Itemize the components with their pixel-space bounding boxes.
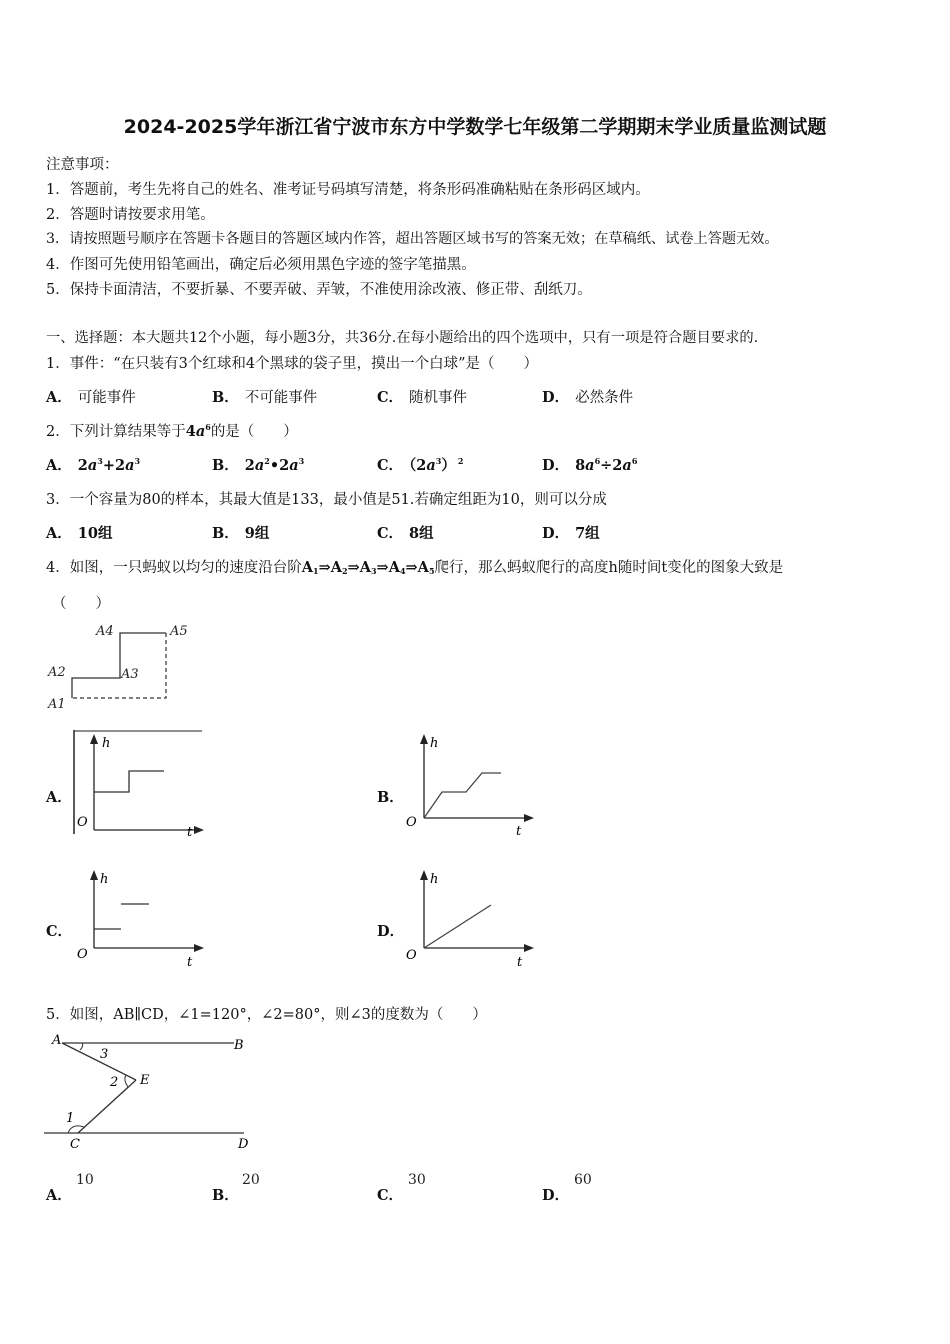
graph-a-line bbox=[94, 771, 164, 792]
q4-option-d-label: D． bbox=[377, 923, 405, 940]
q3-option-d: D． 7组 bbox=[542, 525, 600, 542]
question-1-stem: 1．事件：“在只装有3个红球和4个黑球的袋子里，摸出一个白球”是（ ） bbox=[46, 356, 538, 372]
label-a3: A3 bbox=[121, 667, 139, 682]
notice-item: 4．作图可先使用铅笔画出，确定后必须用黑色字迹的签字笔描黑。 bbox=[46, 257, 476, 273]
q5-option-b-label: B． bbox=[212, 1187, 239, 1204]
q5-option-c-label: C． bbox=[377, 1187, 404, 1204]
q1-option-c: C． 随机事件 bbox=[377, 389, 468, 406]
origin-label: O bbox=[406, 948, 417, 963]
q3-option-a: A． 10组 bbox=[46, 525, 113, 542]
label-a: A bbox=[52, 1033, 62, 1048]
angle-label-3: 3 bbox=[100, 1047, 109, 1062]
origin-label: O bbox=[77, 815, 88, 830]
axis-h-label: h bbox=[430, 736, 439, 751]
q3-option-b: B． 9组 bbox=[212, 525, 270, 542]
stair-dashed-line bbox=[72, 633, 166, 698]
q4-graph-b bbox=[402, 730, 537, 838]
notice-item: 5．保持卡面清洁，不要折暴、不要弄破、弄皱，不准使用涂改液、修正带、刮纸刀。 bbox=[46, 282, 592, 298]
notice-heading: 注意事项： bbox=[46, 157, 119, 173]
question-4-stem: 4．如图，一只蚂蚁以均匀的速度沿台阶$A_1\Rightarrow A_2\Rightarrow A_3\Rightarrow A_4\Rightarrow A_5$爬行，那么蚂蚁爬行的高度h随时间t变化的图象大致是 bbox=[46, 559, 784, 576]
question-2-stem: 2．下列计算结果等于$4a^6$的是（ ） bbox=[46, 422, 298, 440]
label-c: C bbox=[70, 1137, 80, 1152]
label-a1: A1 bbox=[48, 697, 66, 712]
q1-option-b: B． 不可能事件 bbox=[212, 389, 318, 406]
question-3-stem: 3．一个容量为80的样本，其最大值是133，最小值是51.若确定组距为10，则可以分成 bbox=[46, 492, 607, 508]
label-b: B bbox=[234, 1038, 244, 1053]
q2-option-b: B． $2a^2•2a^3$ bbox=[212, 456, 305, 474]
graph-d-line bbox=[424, 905, 491, 948]
q1-option-d: D． 必然条件 bbox=[542, 389, 634, 406]
angle-label-2: 2 bbox=[110, 1075, 119, 1090]
q4-graph-d bbox=[402, 866, 537, 970]
label-d: D bbox=[238, 1137, 249, 1152]
segment-ec bbox=[78, 1080, 136, 1133]
q4-option-a-label: A． bbox=[46, 789, 72, 806]
q2-option-c: C． $(2a^3)$ $^2$ bbox=[377, 456, 464, 474]
notice-item: 2．答题时请按要求用笔。 bbox=[46, 207, 215, 223]
question-5-stem: 5．如图，AB∥CD，∠1=120°，∠2=80°，则∠3的度数为（ ） bbox=[46, 1007, 487, 1023]
q4-graph-c bbox=[72, 866, 207, 970]
notice-item: 3．请按照题号顺序在答题卡各题目的答题区域内作答，超出答题区域书写的答案无效；在草稿纸、试卷上答题无效。 bbox=[46, 231, 779, 247]
parallel-lines-figure bbox=[44, 1030, 259, 1158]
q5-option-a-value: 10 bbox=[76, 1172, 94, 1188]
graph-b-line bbox=[424, 773, 501, 818]
q3-option-c: C． 8组 bbox=[377, 525, 434, 542]
axis-t-label: t bbox=[516, 824, 522, 838]
segment-ae bbox=[62, 1043, 136, 1080]
axis-t-label: t bbox=[187, 955, 193, 970]
label-a2: A2 bbox=[48, 665, 66, 680]
q4-graph-a bbox=[72, 730, 204, 838]
q2-option-a: A． $2a^3+2a^3$ bbox=[46, 456, 141, 474]
q5-option-b-value: 20 bbox=[242, 1172, 260, 1188]
q5-option-d-label: D． bbox=[542, 1187, 570, 1204]
axis-t-label: t bbox=[517, 955, 523, 970]
axis-h-label: h bbox=[430, 872, 439, 887]
label-a4: A4 bbox=[96, 624, 114, 639]
label-a5: A5 bbox=[170, 624, 188, 639]
axis-h-label: h bbox=[102, 736, 111, 751]
stair-path bbox=[72, 633, 166, 698]
q5-option-a-label: A． bbox=[46, 1187, 72, 1204]
q5-option-c-value: 30 bbox=[408, 1172, 426, 1188]
q2-option-d: D． $8a^6\div 2a^6$ bbox=[542, 456, 638, 474]
question-4-paren: （ ） bbox=[52, 596, 110, 612]
label-e: E bbox=[140, 1073, 150, 1088]
page-title: 2024-2025学年浙江省宁波市东方中学数学七年级第二学期期末学业质量监测试题 bbox=[123, 116, 827, 138]
angle-label-1: 1 bbox=[66, 1111, 75, 1126]
axis-h-label: h bbox=[100, 872, 109, 887]
section-heading: 一、选择题：本大题共12个小题，每小题3分，共36分.在每小题给出的四个选项中，只有一项是符合题目要求的. bbox=[46, 330, 759, 346]
q4-option-c-label: C． bbox=[46, 923, 73, 940]
q4-option-b-label: B． bbox=[377, 789, 404, 806]
notice-item: 1．答题前，考生先将自己的姓名、准考证号码填写清楚，将条形码准确粘贴在条形码区域内。 bbox=[46, 182, 650, 198]
origin-label: O bbox=[406, 815, 417, 830]
q1-option-a: A． 可能事件 bbox=[46, 389, 136, 406]
axis-t-label: t bbox=[187, 825, 193, 838]
stair-figure bbox=[44, 620, 194, 715]
origin-label: O bbox=[77, 947, 88, 962]
q5-option-d-value: 60 bbox=[574, 1172, 592, 1188]
